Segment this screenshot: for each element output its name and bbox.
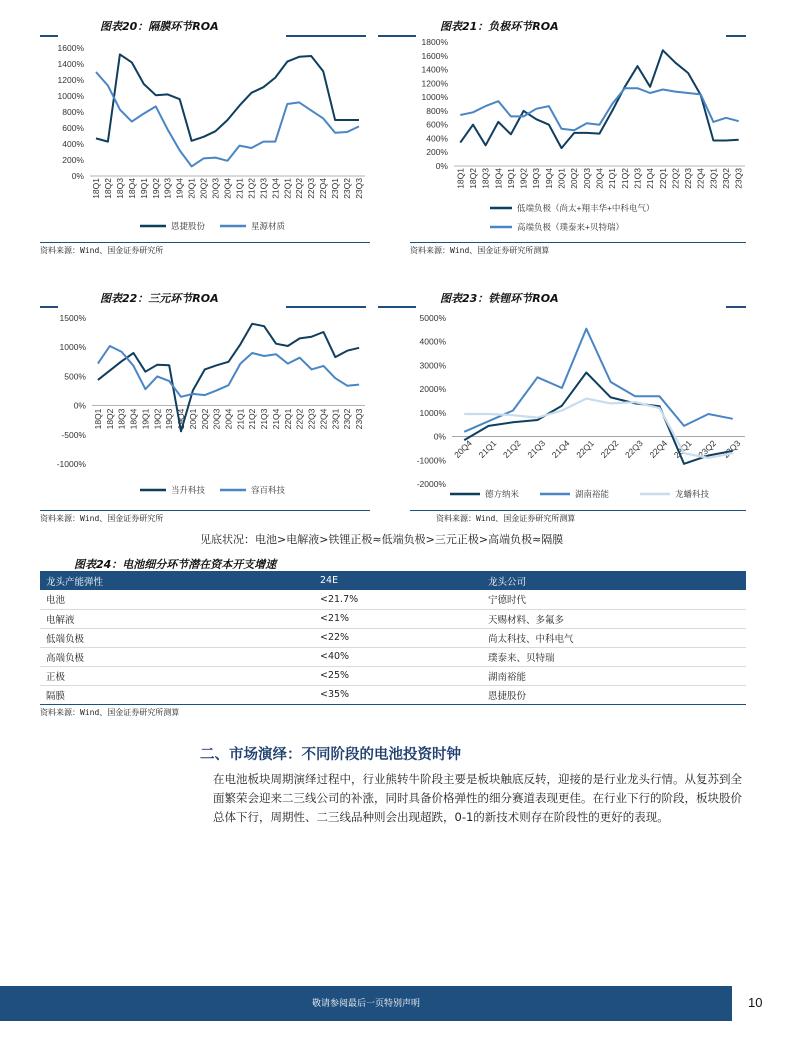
y-tick-label: 200% (62, 155, 84, 165)
y-tick-label: 200% (426, 147, 448, 158)
x-tick-label: 20Q4 (222, 178, 233, 199)
x-tick-label: 18Q2 (104, 408, 115, 430)
x-tick-label: 20Q3 (581, 168, 592, 189)
y-tick-label: 1000% (57, 91, 84, 101)
x-tick-label: 20Q2 (199, 408, 210, 430)
table-header-cell: 龙头公司 (482, 571, 746, 590)
x-tick-label: 18Q1 (455, 168, 466, 189)
chart21-source: 资料来源：Wind、国金证券研究所测算 (410, 246, 550, 255)
y-tick-label: 1000% (421, 92, 448, 103)
y-tick-label: 400% (62, 139, 84, 149)
series-line-2 (460, 88, 738, 130)
x-tick-label: 22Q4 (318, 408, 329, 430)
x-tick-label: 19Q4 (174, 178, 185, 199)
y-tick-label: 1600% (421, 50, 448, 61)
chart20-svg (40, 40, 370, 240)
x-tick-label: 23Q1 (708, 168, 719, 189)
x-tick-label: 19Q3 (162, 178, 173, 199)
y-tick-label: 0% (73, 400, 86, 411)
y-tick-label: 1500% (59, 313, 86, 323)
y-tick-label: 800% (62, 107, 84, 117)
x-tick-label: 19Q1 (138, 178, 149, 199)
legend-label: 恩捷股份 (171, 221, 206, 231)
table-cell: 正极 (40, 666, 314, 685)
x-tick-label: 22Q2 (598, 438, 621, 460)
chart22-svg (40, 312, 370, 508)
table-cell: <40% (314, 647, 482, 666)
table-cell: 璞泰来、贝特瑞 (482, 647, 746, 666)
x-tick-label: 21Q4 (645, 168, 656, 189)
x-tick-label: 18Q3 (114, 178, 125, 199)
x-tick-label: 23Q3 (354, 178, 365, 199)
table-header-cell: 龙头产能弹性 (40, 571, 314, 590)
x-tick-label: 18Q2 (102, 178, 113, 199)
x-tick-label: 22Q1 (657, 168, 668, 189)
x-tick-label: 21Q3 (258, 178, 269, 199)
x-tick-label: 19Q2 (518, 168, 529, 189)
x-tick-label: 23Q3 (733, 168, 744, 189)
y-tick-label: 400% (426, 133, 448, 144)
x-tick-label: 20Q1 (187, 408, 198, 430)
x-tick-label: 21Q2 (619, 168, 630, 189)
x-tick-label: 20Q1 (186, 178, 197, 199)
legend-label: 龙蟠科技 (675, 489, 710, 499)
chart20-title: 图表20：隔膜环节ROA (100, 20, 219, 33)
x-tick-label: 22Q3 (623, 438, 645, 460)
capex-table (40, 571, 746, 705)
table-cell: 低端负极 (40, 628, 314, 647)
chart23-source-rule (410, 510, 746, 511)
chart20-title-rule-right (286, 35, 366, 37)
x-tick-label: 22Q2 (670, 168, 681, 189)
table-row (40, 685, 746, 704)
y-tick-label: 5000% (419, 313, 446, 323)
chart23-title: 图表23：铁锂环节ROA (440, 292, 559, 305)
x-tick-label: 21Q1 (235, 408, 246, 430)
conclusion-text: 见底状况：电池>电解液>铁锂正极≈低端负极>三元正极>高端负极≈隔膜 (200, 533, 564, 546)
x-tick-label: 21Q3 (632, 168, 643, 189)
y-tick-label: 1800% (421, 37, 448, 47)
table-row (40, 628, 746, 647)
section-paragraph: 在电池板块周期演绎过程中，行业熊转牛阶段主要是板块触底反转，迎接的是行业龙头行情。从复苏到全面繁荣会迎来二三线公司的补涨，同时具备价格弹性的细分赛道表现更佳。在行业下行的阶段，板块股价总体下行，周期性、二三线品种则会出现超跌，0-1的新技术则存在阶段性的更好的表现。 (213, 772, 742, 824)
x-tick-label: 21Q1 (476, 438, 499, 460)
table-header-row (40, 571, 746, 590)
chart23-title-rule (378, 306, 416, 308)
x-tick-label: 21Q2 (500, 438, 523, 460)
x-tick-label: 23Q2 (342, 178, 353, 199)
table-cell: 电池 (40, 590, 314, 609)
x-tick-label: 18Q1 (92, 408, 103, 430)
table24-source: 资料来源：Wind、国金证券研究所测算 (40, 708, 180, 717)
series-line-1 (460, 50, 738, 148)
y-tick-label: -1000% (416, 455, 446, 466)
legend-label: 当升科技 (171, 485, 206, 495)
chart22-source: 资料来源：Wind、国金证券研究所 (40, 514, 164, 523)
x-tick-label: 18Q4 (128, 408, 139, 430)
y-tick-label: 0% (433, 431, 446, 442)
y-tick-label: -2000% (416, 479, 446, 489)
table-cell: <21.7% (314, 590, 482, 609)
table-cell: 尚太科技、中科电气 (482, 628, 746, 647)
y-tick-label: 0% (71, 171, 84, 181)
x-tick-label: 22Q4 (318, 178, 329, 199)
y-tick-label: 800% (426, 105, 448, 116)
y-tick-label: 2000% (419, 384, 446, 395)
x-tick-label: 23Q1 (671, 438, 694, 460)
table-cell: <25% (314, 666, 482, 685)
table-cell: <21% (314, 609, 482, 628)
legend-label: 德方纳米 (485, 489, 520, 499)
x-tick-label: 23Q3 (354, 408, 365, 430)
page-number: 10 (748, 995, 763, 1010)
x-tick-label: 21Q1 (607, 168, 618, 189)
table-cell: 高端负极 (40, 647, 314, 666)
x-tick-label: 21Q4 (549, 438, 572, 460)
chart22-title: 图表22：三元环节ROA (100, 292, 219, 305)
y-tick-label: 0% (435, 161, 448, 171)
series-line-2 (464, 329, 733, 432)
y-tick-label: 1200% (57, 75, 84, 85)
x-tick-label: 22Q1 (282, 177, 293, 199)
chart21-title: 图表21：负极环节ROA (440, 20, 559, 33)
x-tick-label: 22Q2 (294, 408, 305, 430)
chart20-source: 资料来源：Wind、国金证券研究所 (40, 246, 164, 255)
x-tick-label: 19Q4 (176, 408, 187, 430)
x-tick-label: 23Q2 (342, 408, 353, 430)
x-tick-label: 18Q3 (116, 408, 127, 430)
x-tick-label: 23Q2 (721, 168, 732, 189)
table-cell: <22% (314, 628, 482, 647)
x-tick-label: 20Q2 (569, 168, 580, 189)
chart23-source: 资料来源：Wind、国金证券研究所测算 (436, 514, 576, 523)
table-cell: 恩捷股份 (482, 685, 746, 704)
y-tick-label: 4000% (419, 336, 446, 347)
chart21-source-rule (410, 242, 746, 243)
x-tick-label: 18Q3 (480, 168, 491, 189)
x-tick-label: 22Q4 (647, 438, 670, 460)
legend-label: 容百科技 (251, 485, 286, 495)
chart20-title-rule (40, 35, 58, 37)
y-tick-label: 1400% (57, 59, 84, 69)
x-tick-label: 22Q1 (574, 438, 596, 460)
x-tick-label: 21Q3 (525, 438, 548, 460)
y-tick-label: 1000% (419, 407, 446, 418)
footer-disclaimer: 敬请参阅最后一页特别声明 (311, 999, 420, 1009)
x-tick-label: 19Q1 (140, 408, 151, 430)
x-tick-label: 19Q1 (505, 168, 516, 189)
series-line-2 (98, 346, 359, 397)
table-row (40, 590, 746, 609)
table-row (40, 666, 746, 685)
x-tick-label: 20Q2 (198, 178, 209, 199)
x-tick-label: 20Q3 (210, 178, 221, 199)
x-tick-label: 18Q4 (493, 168, 504, 189)
y-tick-label: 500% (64, 371, 86, 382)
y-tick-label: -500% (61, 429, 86, 440)
x-tick-label: 21Q4 (270, 408, 281, 430)
x-tick-label: 19Q2 (152, 408, 163, 430)
x-tick-label: 22Q3 (306, 178, 317, 199)
y-tick-label: -1000% (56, 459, 86, 469)
x-tick-label: 21Q2 (247, 408, 258, 430)
y-tick-label: 3000% (419, 360, 446, 371)
table-cell: 宁德时代 (482, 590, 746, 609)
x-tick-label: 19Q3 (164, 408, 175, 430)
x-tick-label: 20Q4 (452, 438, 474, 460)
table-cell: 天赐材料、多氟多 (482, 609, 746, 628)
y-tick-label: 600% (62, 123, 84, 133)
x-tick-label: 22Q4 (695, 168, 706, 189)
x-tick-label: 19Q3 (531, 168, 542, 189)
x-tick-label: 18Q2 (467, 168, 478, 189)
table24-source-rule (40, 704, 746, 705)
y-tick-label: 600% (426, 119, 448, 130)
section-title: 二、市场演绎：不同阶段的电池投资时钟 (200, 747, 461, 763)
series-line-1 (96, 54, 359, 141)
x-tick-label: 21Q4 (270, 178, 281, 199)
y-tick-label: 1000% (59, 342, 86, 353)
x-tick-label: 18Q1 (90, 178, 101, 199)
legend-label: 高端负极（璞泰来+贝特瑞） (517, 222, 624, 232)
x-tick-label: 21Q2 (246, 178, 257, 199)
x-tick-label: 22Q3 (683, 168, 694, 189)
legend-label: 低端负极（尚太+翔丰华+中科电气） (517, 203, 655, 213)
x-tick-label: 21Q1 (234, 178, 245, 199)
x-tick-label: 19Q2 (150, 178, 161, 199)
y-tick-label: 1200% (421, 78, 448, 89)
x-tick-label: 22Q3 (306, 408, 317, 430)
x-tick-label: 20Q4 (223, 408, 234, 430)
table-header-cell: 24E (314, 571, 482, 590)
table24-title: 图表24：电池细分环节潜在资本开支增速 (74, 558, 277, 571)
table-row (40, 647, 746, 666)
chart21-svg (410, 36, 750, 240)
table-cell: <35% (314, 685, 482, 704)
chart22-title-rule-right (286, 306, 366, 308)
x-tick-label: 21Q3 (259, 408, 270, 430)
chart23-title-rule-right (726, 306, 746, 308)
x-tick-label: 20Q1 (556, 168, 567, 189)
x-tick-label: 23Q2 (696, 438, 719, 460)
chart23-svg (410, 312, 750, 508)
chart22-source-rule (40, 510, 370, 511)
table-cell: 湖南裕能 (482, 666, 746, 685)
x-tick-label: 23Q1 (330, 178, 341, 199)
x-tick-label: 22Q2 (294, 178, 305, 199)
x-tick-label: 20Q4 (594, 168, 605, 189)
legend-label: 湖南裕能 (575, 489, 610, 499)
x-tick-label: 19Q4 (543, 168, 554, 189)
x-tick-label: 22Q1 (282, 408, 293, 430)
chart22-title-rule (40, 306, 58, 308)
table-cell: 电解液 (40, 609, 314, 628)
legend-label: 星源材质 (251, 221, 286, 231)
chart20-source-rule (40, 242, 370, 243)
x-tick-label: 18Q4 (126, 178, 137, 199)
x-tick-label: 23Q1 (330, 408, 341, 430)
y-tick-label: 1600% (57, 43, 84, 53)
y-tick-label: 1400% (421, 64, 448, 75)
table-row (40, 609, 746, 628)
x-tick-label: 23Q3 (720, 438, 743, 460)
table-cell: 隔膜 (40, 685, 314, 704)
x-tick-label: 20Q3 (211, 408, 222, 430)
